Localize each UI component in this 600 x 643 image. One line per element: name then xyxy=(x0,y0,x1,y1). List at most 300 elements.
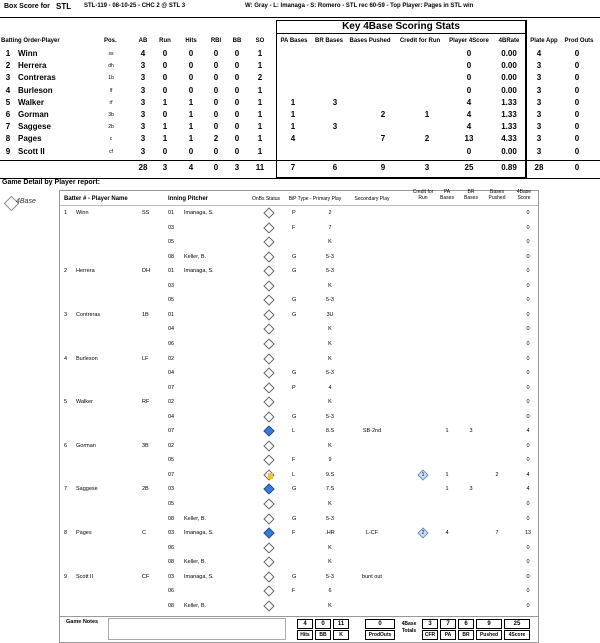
col-pa: PA Bases xyxy=(440,189,454,201)
stat-br: 3 xyxy=(332,122,338,132)
total-cfr: 3 xyxy=(424,163,430,172)
row-4base-score: 0 xyxy=(526,210,530,216)
stat-rbi: 0 xyxy=(213,49,219,58)
key-stats-title: Key 4Base Scoring Stats xyxy=(342,21,460,32)
primary-play: K xyxy=(328,544,332,551)
stat-run: 0 xyxy=(162,61,168,71)
col-header-hits: Hits xyxy=(185,38,197,44)
col-header-4score: Player 4Score xyxy=(449,38,489,44)
row-4base-score: 0 xyxy=(526,384,530,391)
footer-hits-label: Hits xyxy=(297,630,313,640)
stat-app: 4 xyxy=(536,49,542,58)
secondary-play: SB-2nd xyxy=(362,428,382,435)
batter-number: 8 xyxy=(64,530,68,537)
inning-number: 06 xyxy=(168,340,175,347)
onbase-diamond-icon xyxy=(263,426,274,437)
total-run: 3 xyxy=(162,163,168,172)
batting-order-number: 8 xyxy=(5,134,11,144)
inning-number: 03 xyxy=(168,486,175,493)
stat-pa: 1 xyxy=(290,110,296,119)
primary-play: 8.S xyxy=(325,428,335,435)
stat-run: 1 xyxy=(162,122,168,132)
stat-so: 1 xyxy=(257,85,263,95)
batter-name: Winn xyxy=(76,210,89,216)
col-header-bb: BB xyxy=(232,38,242,44)
stat-po: 0 xyxy=(574,97,580,107)
batter-position: SS xyxy=(142,210,150,216)
stat-bp: 2 xyxy=(380,110,386,119)
detail-row xyxy=(60,280,538,293)
row-4base-score: 0 xyxy=(526,268,530,275)
onbase-diamond-icon xyxy=(263,382,274,393)
inning-number: 04 xyxy=(168,413,175,420)
stat-ab: 3 xyxy=(140,97,146,107)
batter-position: 3B xyxy=(142,442,149,449)
onbase-diamond-icon xyxy=(263,353,274,364)
stat-app: 3 xyxy=(536,146,542,156)
bip-type: F xyxy=(292,224,296,231)
stat-score: 4 xyxy=(466,110,472,119)
stat-rate: 0.00 xyxy=(501,73,517,83)
stat-cfr: 1 xyxy=(424,110,430,119)
pa-bases: 1 xyxy=(445,428,449,435)
row-4base-score: 0 xyxy=(526,515,530,522)
primary-play: K xyxy=(328,326,332,333)
inning-number: 08 xyxy=(168,602,175,609)
footer-hits-val: 4 xyxy=(297,619,313,629)
detail-title: Game Detail by Player report: xyxy=(2,179,101,186)
primary-play: K xyxy=(328,602,332,609)
footer-score-val: 25 xyxy=(504,619,530,629)
bip-type: F xyxy=(292,588,296,595)
batter-position: 1B xyxy=(142,311,149,318)
credit-for-run: 2 xyxy=(421,530,425,537)
total-rate: 0.89 xyxy=(501,163,517,172)
stat-so: 2 xyxy=(257,73,263,83)
pitcher-name: Keller, B. xyxy=(184,559,207,566)
stat-so: 1 xyxy=(257,110,263,119)
bip-type: G xyxy=(292,573,297,580)
inning-number: 03 xyxy=(168,282,175,289)
pitcher-name: Keller, B. xyxy=(184,515,207,522)
pitcher-name: Keller, B. xyxy=(184,602,207,609)
detail-row xyxy=(60,542,538,555)
total-po: 0 xyxy=(574,163,580,172)
batter-number: 6 xyxy=(64,442,68,449)
inning-number: 02 xyxy=(168,355,175,362)
col-bp: Bases Pushed xyxy=(488,189,506,201)
pitcher-name: Imanaga, S. xyxy=(184,210,214,216)
col-header-ab: AB xyxy=(138,38,148,44)
total-so: 11 xyxy=(255,163,265,172)
batter-name: Contreras xyxy=(76,311,101,318)
detail-row xyxy=(60,294,538,307)
detail-row xyxy=(60,338,538,351)
primary-play: K xyxy=(328,501,332,507)
bip-type: G xyxy=(292,486,297,493)
secondary-play: bunt out xyxy=(362,573,382,580)
primary-play: K xyxy=(328,442,332,449)
bip-type: F xyxy=(292,457,296,464)
batting-order-number: 2 xyxy=(5,61,11,71)
player-name: Scott II xyxy=(18,146,45,156)
stat-ab: 3 xyxy=(140,134,146,144)
stat-app: 3 xyxy=(536,110,542,119)
onbase-diamond-icon xyxy=(263,280,274,291)
box-score-row xyxy=(0,61,600,72)
inning-number: 06 xyxy=(168,544,175,551)
stat-run: 0 xyxy=(162,49,168,58)
stat-hits: 0 xyxy=(188,73,194,83)
stat-hits: 1 xyxy=(188,97,194,107)
batter-number: 9 xyxy=(64,573,68,580)
detail-row xyxy=(60,440,538,453)
bip-type: G xyxy=(292,413,297,420)
batter-name: Saggese xyxy=(76,486,98,493)
batting-order-number: 7 xyxy=(5,122,11,132)
inning-number: 02 xyxy=(168,442,175,449)
col-cfr: Credit for Run xyxy=(412,189,434,201)
row-4base-score: 0 xyxy=(526,544,530,551)
row-4base-score: 0 xyxy=(526,326,530,333)
stat-so: 1 xyxy=(257,134,263,144)
primary-play: 5-3 xyxy=(326,370,334,377)
col-header-br-bases: BR Bases xyxy=(314,38,343,44)
inning-number: 07 xyxy=(168,428,175,435)
bip-type: G xyxy=(292,515,297,522)
onbase-diamond-icon xyxy=(263,571,274,582)
batter-number: 4 xyxy=(64,355,68,362)
player-position: rf xyxy=(109,99,113,106)
row-4base-score: 0 xyxy=(526,224,530,231)
total-bp: 9 xyxy=(380,163,386,172)
box-score-row xyxy=(0,110,600,121)
detail-row xyxy=(60,236,538,249)
primary-play: K xyxy=(328,399,332,406)
footer-line xyxy=(60,616,538,617)
primary-play: K xyxy=(328,340,332,347)
pitcher-name: Imanaga, S. xyxy=(184,573,214,580)
primary-play: 7 xyxy=(328,224,332,231)
bip-type: F xyxy=(292,530,296,537)
col-br: BR Bases xyxy=(464,189,478,201)
batter-name: Walker xyxy=(76,399,93,406)
footer-pa-val: 7 xyxy=(440,619,456,629)
stat-rbi: 0 xyxy=(213,146,219,156)
footer-prodouts-label: ProdOuts xyxy=(365,630,395,640)
detail-row xyxy=(60,469,538,482)
detail-divider xyxy=(0,178,600,179)
runner-marker-icon xyxy=(268,473,273,479)
stat-score: 0 xyxy=(466,61,472,71)
notes-field[interactable] xyxy=(108,618,286,640)
row-4base-score: 0 xyxy=(526,340,530,347)
stat-app: 3 xyxy=(536,73,542,83)
inning-number: 05 xyxy=(168,239,175,246)
stat-rate: 1.33 xyxy=(501,97,517,107)
inning-number: 04 xyxy=(168,370,175,377)
detail-row xyxy=(60,207,538,220)
stat-bb: 0 xyxy=(234,134,240,144)
detail-row xyxy=(60,411,538,424)
stat-pa: 1 xyxy=(290,97,296,107)
footer-cfr-val: 3 xyxy=(422,619,438,629)
col-header-credit-run: Credit for Run xyxy=(399,38,441,44)
stat-score: 4 xyxy=(466,97,472,107)
row-4base-score: 4 xyxy=(526,471,530,478)
player-position: 3b xyxy=(108,112,114,118)
inning-number: 05 xyxy=(168,457,175,464)
detail-row xyxy=(60,585,538,598)
onbase-diamond-icon xyxy=(263,236,274,247)
primary-play: .HR xyxy=(325,530,335,537)
total-pa: 7 xyxy=(290,163,296,172)
row-4base-score: 0 xyxy=(526,413,530,420)
stat-pa: 4 xyxy=(290,134,296,144)
box-score-row xyxy=(0,134,600,145)
stat-run: 0 xyxy=(162,146,168,156)
detail-row xyxy=(60,513,538,526)
stat-hits: 0 xyxy=(188,85,194,95)
bip-type: G xyxy=(292,253,297,260)
primary-play: K xyxy=(328,282,332,289)
onbase-diamond-icon xyxy=(263,295,274,306)
stat-bb: 0 xyxy=(234,97,240,107)
detail-row xyxy=(60,251,538,264)
footer-bb-label: BB xyxy=(315,630,331,640)
batter-position: 2B xyxy=(142,486,149,493)
stat-po: 0 xyxy=(574,73,580,83)
col-header-4brate: 4BRate xyxy=(498,38,520,44)
pitcher-name: Imanaga, S. xyxy=(184,268,214,275)
box-score-row xyxy=(0,98,600,109)
stat-rbi: 0 xyxy=(213,73,219,83)
total-br: 6 xyxy=(332,163,338,172)
stat-hits: 0 xyxy=(188,146,194,156)
inning-number: 05 xyxy=(168,501,175,507)
primary-play: 5-3 xyxy=(326,515,334,522)
player-position: lf xyxy=(109,87,113,94)
batter-number: 7 xyxy=(64,486,68,493)
inning-number: 03 xyxy=(168,530,175,537)
col-batter: Batter # - Player Name xyxy=(64,196,128,202)
detail-row xyxy=(60,222,538,235)
stat-bb: 0 xyxy=(234,122,240,132)
batter-name: Herrera xyxy=(76,268,95,275)
col-bip: BiP Type - Primary Play xyxy=(288,196,342,202)
stat-bp: 7 xyxy=(380,134,386,144)
stat-rbi: 0 xyxy=(213,61,219,71)
onbase-diamond-icon xyxy=(263,411,274,422)
stat-score: 13 xyxy=(464,134,474,144)
stat-rbi: 0 xyxy=(213,85,219,95)
header-divider xyxy=(0,17,600,18)
row-4base-score: 0 xyxy=(526,297,530,304)
inning-number: 08 xyxy=(168,559,175,566)
player-position: 1b xyxy=(108,75,114,82)
stat-po: 0 xyxy=(574,49,580,58)
stat-score: 4 xyxy=(466,122,472,132)
game-info: STL-119 - 08-10-25 - CHC 2 @ STL 3 xyxy=(84,3,186,9)
pitcher-name: Imanaga, S. xyxy=(184,530,214,537)
stat-score: 0 xyxy=(466,85,472,95)
detail-row xyxy=(60,571,538,584)
stat-br: 3 xyxy=(332,97,338,107)
col-header-so: SO xyxy=(255,38,265,44)
stat-app: 3 xyxy=(536,134,542,144)
stat-hits: 1 xyxy=(188,134,194,144)
stat-rbi: 0 xyxy=(213,122,219,132)
player-name: Winn xyxy=(18,49,38,58)
key-stats-title-line xyxy=(276,33,526,34)
detail-row xyxy=(60,425,538,438)
stat-ab: 3 xyxy=(140,110,146,119)
onbase-diamond-icon xyxy=(263,455,274,466)
logo xyxy=(4,196,44,212)
col-header-run: Run xyxy=(159,38,171,44)
stat-run: 1 xyxy=(162,97,168,107)
player-position: 2b xyxy=(108,124,114,131)
batting-order-number: 5 xyxy=(5,97,11,107)
box-score-row xyxy=(0,122,600,133)
col-header-prod-outs: Prod Outs xyxy=(564,38,594,44)
row-4base-score: 0 xyxy=(526,573,530,580)
stat-cfr: 2 xyxy=(424,134,430,144)
player-position: c xyxy=(109,136,113,143)
footer-bb-val: 0 xyxy=(315,619,331,629)
primary-play: K xyxy=(328,559,332,566)
total-score: 25 xyxy=(464,163,474,172)
onbase-diamond-icon xyxy=(263,207,274,218)
row-4base-score: 0 xyxy=(526,559,530,566)
row-4base-score: 0 xyxy=(526,442,530,449)
col-score: 4Base Score xyxy=(516,189,532,201)
stat-rate: 0.00 xyxy=(501,85,517,95)
onbase-diamond-icon xyxy=(263,222,274,233)
stat-po: 0 xyxy=(574,110,580,119)
batting-order-number: 3 xyxy=(5,73,11,83)
player-position: cf xyxy=(109,148,113,155)
col-secondary: Secondary Play xyxy=(354,196,390,202)
br-bases: 3 xyxy=(469,428,473,435)
row-4base-score: 0 xyxy=(526,501,530,507)
row-4base-score: 4 xyxy=(526,486,530,493)
player-name: Saggese xyxy=(18,122,51,132)
stat-ab: 3 xyxy=(140,85,146,95)
stat-rate: 4.33 xyxy=(501,134,517,144)
player-name: Pages xyxy=(18,134,42,144)
stat-run: 0 xyxy=(162,110,168,119)
col-header-pos: Pos. xyxy=(104,38,117,44)
onbase-diamond-icon xyxy=(263,600,274,611)
stat-app: 3 xyxy=(536,97,542,107)
detail-row xyxy=(60,367,538,380)
bases-pushed: 7 xyxy=(495,530,499,537)
batter-position: C xyxy=(142,530,146,537)
batter-position: CF xyxy=(142,573,150,580)
stat-app: 3 xyxy=(536,122,542,132)
primary-play: K xyxy=(328,239,332,246)
stat-rbi: 0 xyxy=(213,97,219,107)
detail-row xyxy=(60,382,538,395)
footer-k-val: 11 xyxy=(333,619,349,629)
onbase-diamond-icon xyxy=(263,338,274,349)
detail-row xyxy=(60,454,538,467)
stat-rate: 1.33 xyxy=(501,110,517,119)
detail-row xyxy=(60,498,538,511)
row-4base-score: 0 xyxy=(526,457,530,464)
stat-rate: 0.00 xyxy=(501,146,517,156)
batting-order-number: 1 xyxy=(5,49,11,58)
stat-hits: 1 xyxy=(188,110,194,119)
player-name: Burleson xyxy=(18,85,53,95)
row-4base-score: 0 xyxy=(526,282,530,289)
stat-po: 0 xyxy=(574,85,580,95)
onbase-diamond-icon xyxy=(263,498,274,509)
inning-number: 01 xyxy=(168,268,175,275)
bip-type: L xyxy=(292,471,296,478)
pa-bases: 1 xyxy=(445,471,449,478)
stat-ab: 3 xyxy=(140,73,146,83)
stat-so: 1 xyxy=(257,97,263,107)
footer-pa-label: PA xyxy=(440,630,456,640)
batting-order-number: 4 xyxy=(5,85,11,95)
batting-order-number: 9 xyxy=(5,146,11,156)
bip-type: G xyxy=(292,370,297,377)
inning-number: 02 xyxy=(168,399,175,406)
player-name: Herrera xyxy=(18,61,47,71)
detail-row xyxy=(60,483,538,496)
inning-number: 03 xyxy=(168,573,175,580)
player-position: dh xyxy=(108,63,114,70)
inning-number: 04 xyxy=(168,326,175,333)
stat-so: 1 xyxy=(257,49,263,58)
total-rbi: 0 xyxy=(213,163,219,172)
primary-play: 5-3 xyxy=(326,268,334,275)
notes-label: Game Notes xyxy=(66,619,99,625)
inning-number: 08 xyxy=(168,253,175,260)
stat-app: 3 xyxy=(536,61,542,71)
row-4base-score: 13 xyxy=(524,530,532,537)
bip-type: P xyxy=(292,210,296,216)
stat-ab: 4 xyxy=(140,49,146,58)
row-4base-score: 0 xyxy=(526,355,530,362)
row-4base-score: 0 xyxy=(526,311,530,318)
primary-play: 4 xyxy=(328,384,332,391)
primary-play: 5-3 xyxy=(326,297,334,304)
stat-bb: 0 xyxy=(234,146,240,156)
primary-play: 5-3 xyxy=(326,413,334,420)
batter-number: 2 xyxy=(64,268,68,275)
batter-name: Burleson xyxy=(76,355,98,362)
inning-number: 08 xyxy=(168,515,175,522)
stat-so: 1 xyxy=(257,122,263,132)
stat-bb: 0 xyxy=(234,49,240,58)
stat-pa: 1 xyxy=(290,122,296,132)
player-name: Gorman xyxy=(18,110,49,119)
pa-bases: 1 xyxy=(445,486,449,493)
row-4base-score: 0 xyxy=(526,602,530,609)
footer-prodouts-val: 0 xyxy=(365,619,395,629)
pa-bases: 4 xyxy=(445,530,449,537)
detail-panel xyxy=(59,190,539,643)
batter-name: Pages xyxy=(76,530,92,537)
stat-rate: 0.00 xyxy=(501,49,517,58)
col-onbase: OnBs Status xyxy=(251,196,281,202)
batter-number: 1 xyxy=(64,210,68,216)
batter-position: LF xyxy=(142,355,149,362)
detail-row xyxy=(60,527,538,540)
